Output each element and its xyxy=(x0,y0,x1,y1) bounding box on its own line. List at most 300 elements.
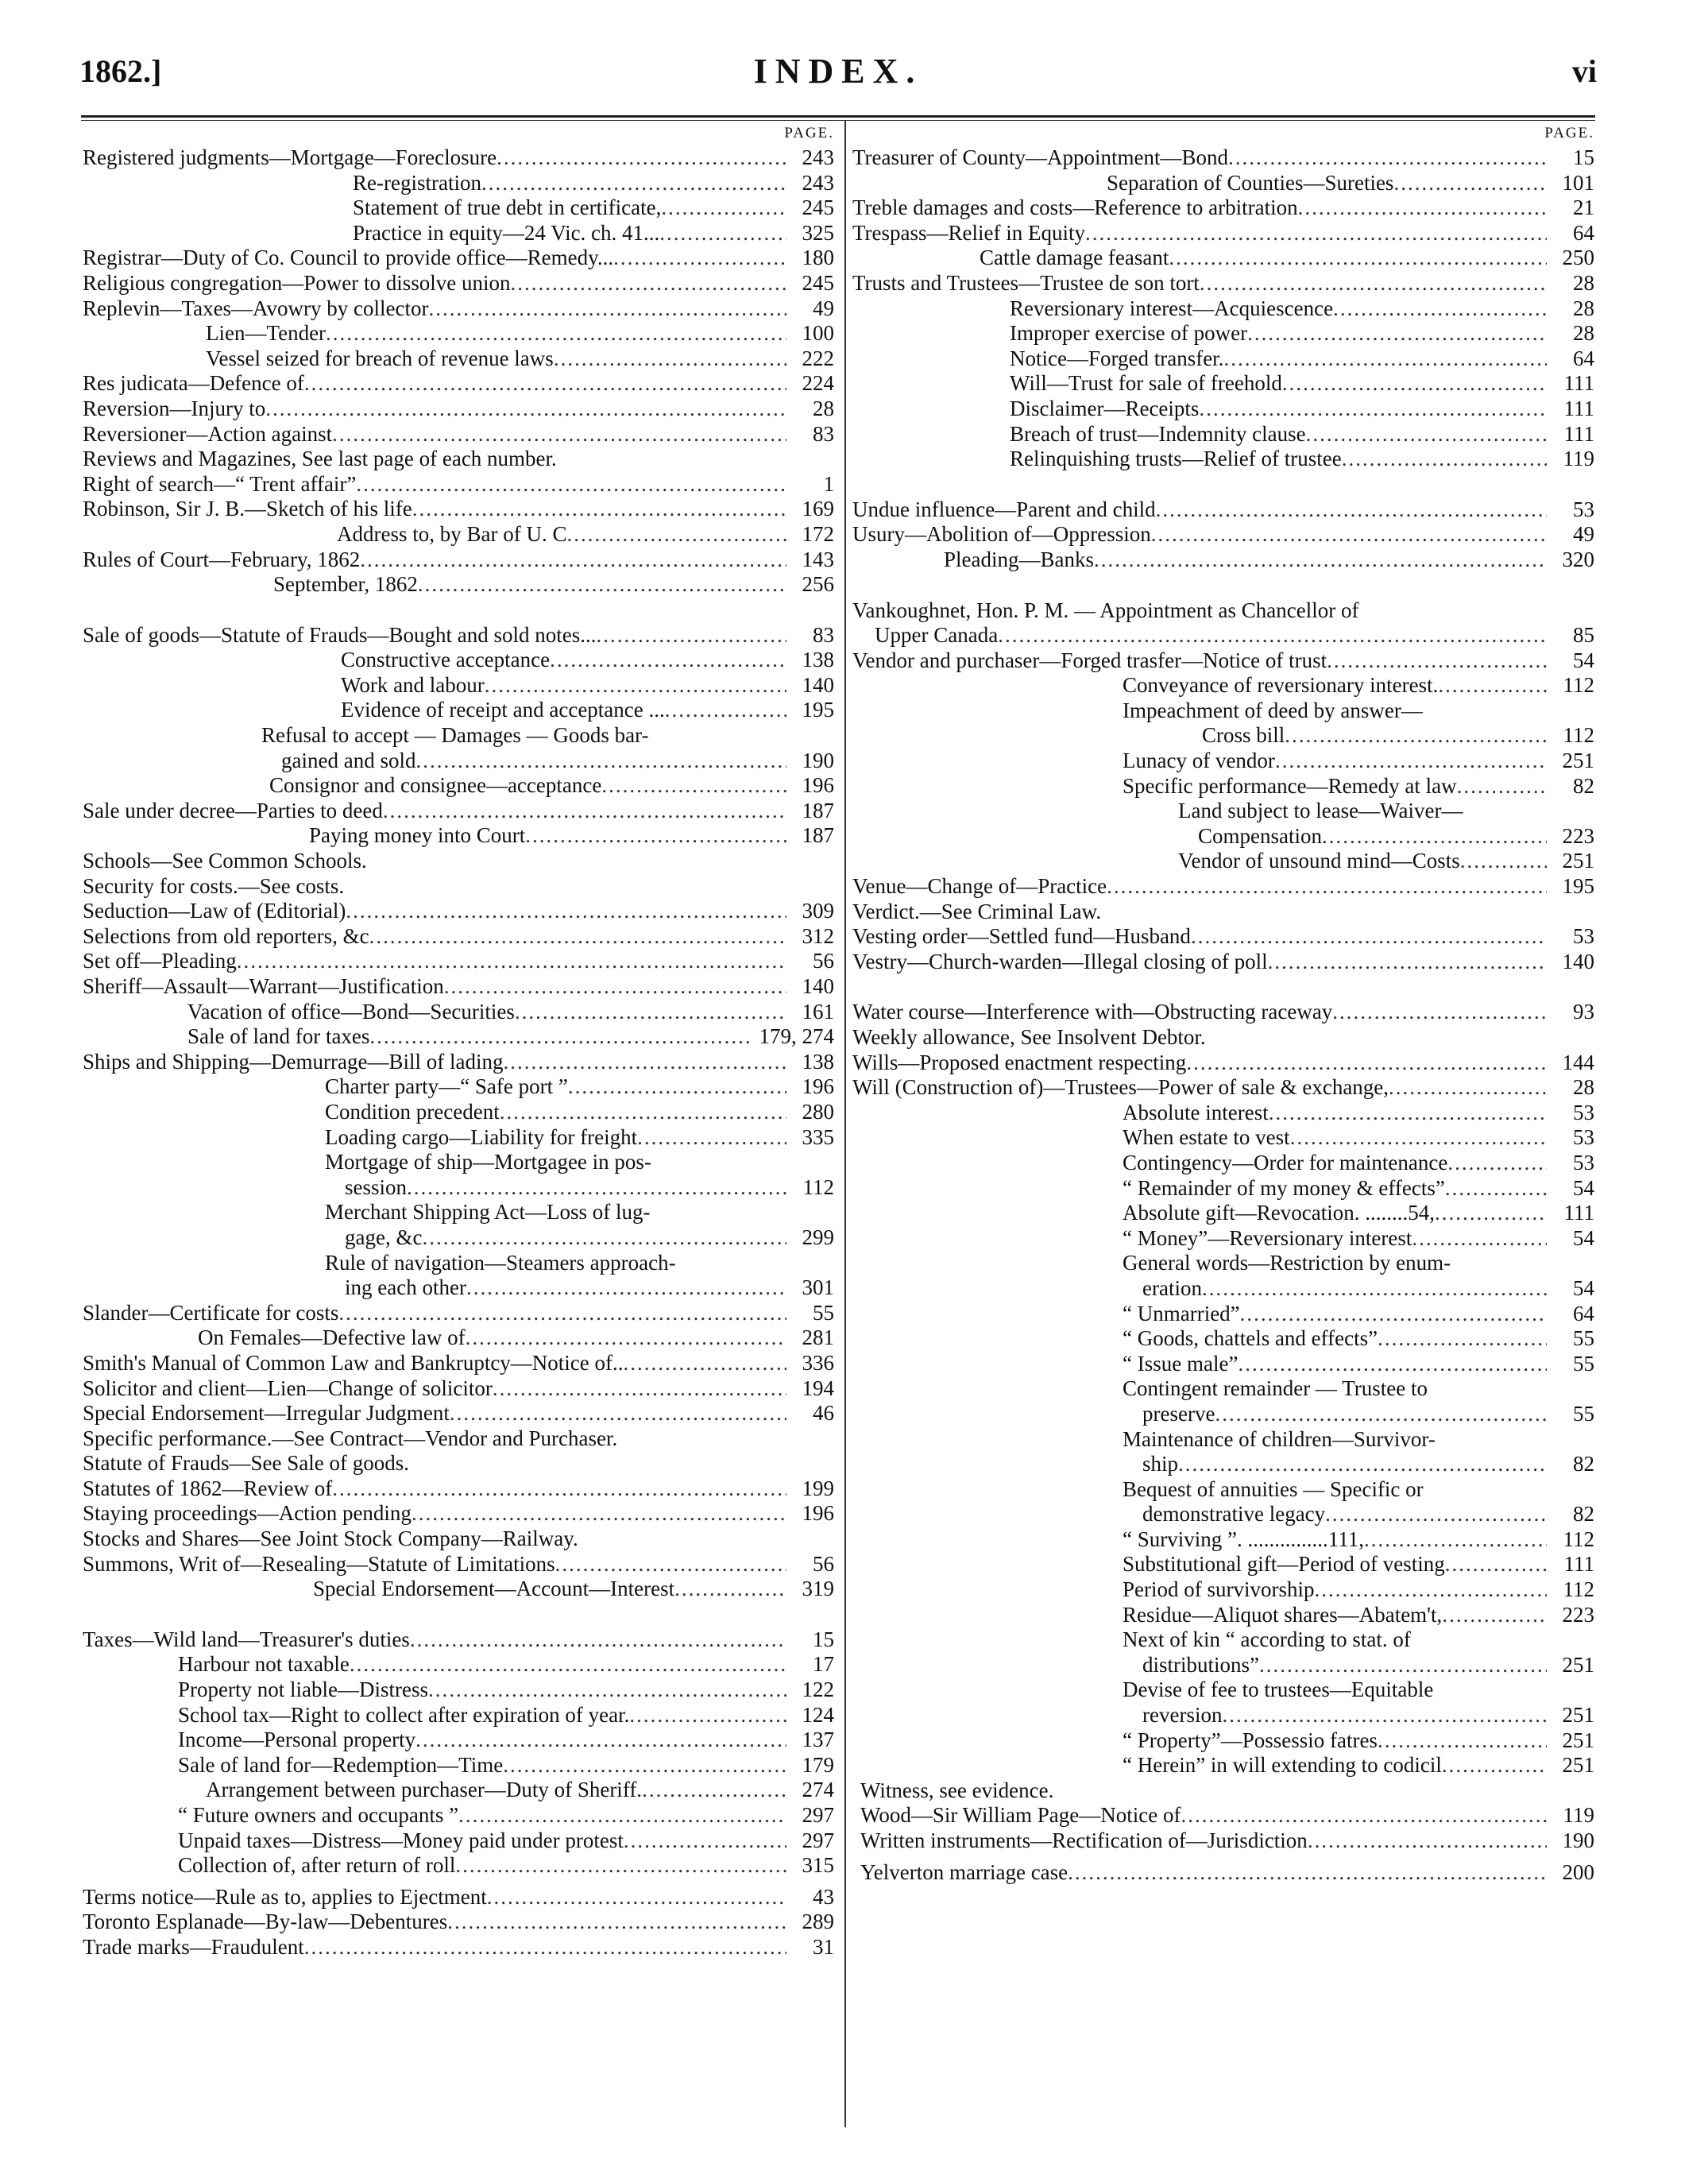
index-entry xyxy=(852,1753,1594,1778)
entry-page-number: 17 xyxy=(813,1652,834,1677)
index-entry xyxy=(852,1828,1594,1854)
entry-page-number: 28 xyxy=(1573,296,1594,320)
dot-leader xyxy=(1460,849,1547,874)
entry-page-number: 138 xyxy=(802,648,834,672)
dot-leader xyxy=(1457,774,1547,799)
entry-text: Absolute gift—Revocation. ........54, xyxy=(1123,1201,1435,1225)
header-rule-thin xyxy=(81,120,1595,121)
dot-leader xyxy=(665,698,786,723)
index-entry xyxy=(83,548,834,573)
dot-leader xyxy=(596,623,786,648)
entry-text: Vestry—Church-warden—Illegal closing of poll xyxy=(852,949,1268,973)
index-entry xyxy=(852,1677,1594,1703)
entry-text: Reviews and Magazines, See last page of each number. xyxy=(83,447,557,471)
index-column-left xyxy=(83,122,834,1960)
entry-text: Re-registration xyxy=(353,170,481,195)
entry-page-number: 144 xyxy=(1562,1050,1594,1074)
index-entry xyxy=(83,1301,834,1326)
dot-leader xyxy=(1298,195,1547,221)
dot-leader xyxy=(466,1325,786,1351)
dot-leader xyxy=(356,472,786,497)
entry-page-number: 140 xyxy=(802,672,834,697)
entry-page-number: 143 xyxy=(802,547,834,571)
dot-leader xyxy=(1169,246,1547,271)
dot-leader xyxy=(450,1401,786,1426)
dot-leader xyxy=(346,899,786,924)
page-column-label: PAGE. xyxy=(784,125,834,141)
entry-page-number: 179 xyxy=(802,1752,834,1777)
entry-page-number: 274 xyxy=(802,1778,834,1802)
index-entry xyxy=(83,673,834,698)
index-entry xyxy=(83,397,834,422)
index-entry xyxy=(83,924,834,950)
dot-leader xyxy=(1191,924,1547,950)
index-entry xyxy=(852,799,1594,824)
index-entry xyxy=(83,1401,834,1426)
dot-leader xyxy=(429,296,787,322)
index-entry xyxy=(83,1527,834,1552)
dot-leader xyxy=(1107,874,1547,900)
entry-text: Improper exercise of power xyxy=(1010,321,1248,346)
index-entry xyxy=(852,900,1594,925)
entry-text: Registered judgments—Mortgage—Foreclosure xyxy=(83,145,497,169)
entry-text: Disclaimer—Receipts xyxy=(1010,396,1200,420)
dot-leader xyxy=(1332,1000,1547,1025)
entry-text: Vankoughnet, Hon. P. M. — Appointment as Chancellor of xyxy=(852,598,1359,622)
dot-leader xyxy=(1378,1728,1547,1754)
entry-text: Relinquishing trusts—Relief of trustee xyxy=(1010,447,1342,471)
entry-text: Replevin—Taxes—Avowry by collector xyxy=(83,296,429,320)
index-entry xyxy=(83,1275,834,1301)
entry-text: Evidence of receipt and acceptance ... xyxy=(341,698,665,722)
entry-page-number: 245 xyxy=(802,195,834,220)
entry-text: Period of survivorship xyxy=(1123,1577,1315,1602)
entry-page-number: 112 xyxy=(1563,723,1594,748)
entry-page-number: 281 xyxy=(802,1325,834,1350)
dot-leader xyxy=(1178,1452,1547,1477)
entry-page-number: 112 xyxy=(1563,673,1594,698)
dot-leader xyxy=(326,321,786,346)
entry-page-number: 53 xyxy=(1573,924,1594,949)
entry-page-number: 64 xyxy=(1573,220,1594,245)
entry-page-number: 54 xyxy=(1573,648,1594,672)
index-entry xyxy=(852,195,1594,221)
entry-page-number: 112 xyxy=(1563,1527,1594,1551)
dot-leader xyxy=(415,749,786,774)
dot-leader xyxy=(1151,522,1547,548)
entry-page-number: 56 xyxy=(813,949,834,973)
column-divider xyxy=(844,121,846,2127)
dot-leader xyxy=(1275,749,1547,774)
dot-leader xyxy=(1268,950,1547,975)
entry-page-number: 82 xyxy=(1573,1502,1594,1527)
entry-page-number: 195 xyxy=(802,698,834,722)
index-entry xyxy=(852,1728,1594,1754)
dot-leader xyxy=(1094,548,1547,573)
entry-page-number: 312 xyxy=(802,923,834,948)
dot-leader xyxy=(1215,1402,1547,1427)
index-entry xyxy=(83,346,834,372)
index-entry xyxy=(83,1728,834,1753)
entry-text: Terms notice—Rule as to, applies to Ejectment xyxy=(83,1884,487,1909)
index-entry xyxy=(852,1427,1594,1453)
entry-page-number: 179, 274 xyxy=(759,1024,834,1049)
dot-leader xyxy=(1445,1552,1547,1577)
entry-text: Conveyance of reversionary interest. xyxy=(1123,673,1439,698)
dot-leader xyxy=(418,572,786,598)
index-entry xyxy=(83,195,834,221)
entry-page-number: 195 xyxy=(1562,874,1594,899)
index-entry xyxy=(852,1101,1594,1126)
index-entry xyxy=(83,823,834,849)
entry-text: Constructive acceptance xyxy=(341,648,551,672)
index-entry xyxy=(852,346,1594,372)
index-entry xyxy=(83,1050,834,1075)
entry-page-number: 138 xyxy=(802,1049,834,1074)
index-entry xyxy=(852,1577,1594,1603)
dot-leader xyxy=(237,949,786,974)
index-entry xyxy=(852,1276,1594,1302)
dot-leader xyxy=(503,1753,786,1778)
index-entry xyxy=(852,321,1594,346)
index-entry xyxy=(852,673,1594,698)
entry-text: Treble damages and costs—Reference to arbitration xyxy=(852,195,1298,220)
dot-leader xyxy=(304,1935,786,1960)
entry-page-number: 180 xyxy=(802,246,834,270)
dot-leader xyxy=(1378,1326,1547,1352)
entry-page-number: 28 xyxy=(1573,1075,1594,1100)
dot-leader xyxy=(554,346,786,372)
entry-page-number: 187 xyxy=(802,798,834,822)
index-entry xyxy=(83,1552,834,1577)
entry-text: Trespass—Relief in Equity xyxy=(852,220,1085,245)
index-entry xyxy=(852,1477,1594,1503)
entry-text: Cattle damage feasant xyxy=(980,246,1169,270)
index-entry xyxy=(83,1426,834,1452)
index-entry xyxy=(852,598,1594,624)
entry-text: Harbour not taxable xyxy=(178,1652,350,1677)
index-entry xyxy=(852,1803,1594,1828)
index-entry xyxy=(83,1577,834,1602)
entry-page-number: 256 xyxy=(802,572,834,597)
index-entry xyxy=(852,271,1594,296)
entry-page-number: 85 xyxy=(1573,623,1594,648)
index-entry xyxy=(83,171,834,196)
index-entry xyxy=(83,1451,834,1476)
index-entry xyxy=(83,1251,834,1276)
index-column-right xyxy=(852,122,1594,1885)
dot-leader xyxy=(1068,1860,1547,1886)
entry-page-number: 64 xyxy=(1573,1301,1594,1325)
entry-text: “ Unmarried” xyxy=(1123,1301,1240,1325)
dot-leader xyxy=(1327,648,1547,674)
index-entry xyxy=(852,1125,1594,1151)
entry-text: Contingent remainder — Trustee to xyxy=(1123,1376,1428,1401)
dot-leader xyxy=(1285,723,1547,749)
dot-leader xyxy=(455,1853,786,1879)
header-rule xyxy=(81,115,1595,118)
index-entry xyxy=(852,1402,1594,1427)
entry-text: Cross bill xyxy=(1202,723,1285,748)
entry-page-number: 21 xyxy=(1573,195,1594,220)
entry-text: Next of kin “ according to stat. of xyxy=(1123,1627,1411,1652)
entry-page-number: 55 xyxy=(1573,1351,1594,1376)
dot-leader xyxy=(415,1728,786,1753)
entry-text: Contingency—Order for maintenance xyxy=(1123,1150,1448,1174)
dot-leader xyxy=(624,1828,786,1854)
index-entry xyxy=(852,522,1594,548)
entry-text: Vendor and purchaser—Forged trasfer—Notice of trust xyxy=(852,648,1327,672)
dot-leader xyxy=(1223,346,1547,372)
entry-text: Charter party—“ Safe port ” xyxy=(325,1074,568,1099)
entry-text: Solicitor and client—Lien—Change of solicitor xyxy=(83,1376,493,1400)
entry-page-number: 54 xyxy=(1573,1175,1594,1200)
dot-leader xyxy=(503,1050,786,1075)
entry-text: Toronto Esplanade—By-law—Debentures xyxy=(83,1910,448,1934)
dot-leader xyxy=(369,1024,753,1050)
entry-text: Will (Construction of)—Trustees—Power of sale & exchange, xyxy=(852,1075,1389,1100)
entry-text: Right of search—“ Trent affair” xyxy=(83,471,357,496)
entry-text: ship xyxy=(1142,1452,1179,1476)
entry-text: When estate to vest xyxy=(1123,1125,1290,1150)
index-entry xyxy=(83,1778,834,1803)
entry-text: Paying money into Court xyxy=(309,823,526,848)
entry-text: Condition precedent xyxy=(325,1099,500,1124)
entry-text: Specific performance.—See Contract—Vendor and Purchaser. xyxy=(83,1426,618,1450)
index-entry xyxy=(852,1502,1594,1527)
dot-leader xyxy=(447,1910,786,1935)
entry-page-number: 251 xyxy=(1562,749,1594,773)
entry-text: Schools—See Common Schools. xyxy=(83,849,367,873)
dot-leader xyxy=(1222,1703,1547,1728)
entry-text: gained and sold xyxy=(281,748,416,772)
entry-text: Rule of navigation—Steamers approach- xyxy=(325,1250,676,1275)
dot-leader xyxy=(1085,221,1547,246)
index-entry xyxy=(852,497,1594,523)
index-entry xyxy=(852,371,1594,397)
entry-page-number: 245 xyxy=(802,270,834,295)
index-entry xyxy=(852,1226,1594,1252)
entry-page-number: 46 xyxy=(813,1401,834,1426)
dot-leader xyxy=(1290,1125,1547,1151)
index-entry xyxy=(83,1125,834,1151)
index-entry xyxy=(83,1935,834,1960)
index-entry xyxy=(852,1552,1594,1577)
entry-text: Specific performance—Remedy at law xyxy=(1123,773,1457,798)
index-entry xyxy=(852,1176,1594,1202)
entry-page-number: 28 xyxy=(1573,321,1594,346)
index-entry xyxy=(852,246,1594,271)
index-entry xyxy=(83,1652,834,1677)
dot-leader xyxy=(1156,497,1547,523)
index-entry xyxy=(852,774,1594,799)
index-entry xyxy=(852,1627,1594,1653)
dot-leader xyxy=(407,1175,786,1201)
dot-leader xyxy=(1202,1276,1547,1302)
entry-text: Lunacy of vendor xyxy=(1123,749,1275,773)
entry-text: Written instruments—Rectification of—Jurisdiction xyxy=(860,1828,1308,1852)
dot-leader xyxy=(1238,1352,1547,1377)
entry-text: Arrangement between purchaser—Duty of Sheriff. xyxy=(206,1778,643,1802)
entry-page-number: 315 xyxy=(802,1853,834,1878)
index-entry xyxy=(852,397,1594,422)
entry-text: General words—Restriction by enum- xyxy=(1123,1251,1451,1275)
dot-leader xyxy=(332,1476,786,1502)
entry-text: Impeachment of deed by answer— xyxy=(1123,698,1423,722)
dot-leader xyxy=(568,1074,786,1100)
entry-text: Special Endorsement—Irregular Judgment xyxy=(83,1401,450,1426)
index-entry xyxy=(83,648,834,673)
dot-leader xyxy=(466,1275,786,1301)
entry-text: Sheriff—Assault—Warrant—Justification xyxy=(83,974,444,998)
entry-text: preserve xyxy=(1142,1401,1215,1426)
index-entry xyxy=(83,749,834,774)
dot-leader xyxy=(481,171,786,196)
index-entry xyxy=(83,1175,834,1201)
entry-page-number: 53 xyxy=(1573,1150,1594,1174)
entry-page-number: 112 xyxy=(802,1174,834,1199)
dot-leader xyxy=(998,623,1547,648)
index-entry xyxy=(83,874,834,900)
index-entry xyxy=(852,648,1594,674)
dot-leader xyxy=(550,648,786,673)
entry-text: Statement of true debt in certificate, xyxy=(353,195,662,220)
header-page-number: vi xyxy=(1571,53,1597,89)
dot-leader xyxy=(338,1301,786,1326)
entry-page-number: 55 xyxy=(1573,1326,1594,1351)
entry-page-number: 49 xyxy=(813,296,834,320)
index-entry xyxy=(83,371,834,397)
index-entry xyxy=(83,1910,834,1935)
index-entry xyxy=(852,1000,1594,1025)
index-entry xyxy=(852,698,1594,724)
entry-page-number: 224 xyxy=(802,371,834,396)
entry-text: Stocks and Shares—See Joint Stock Company—Railway. xyxy=(83,1527,578,1551)
entry-page-number: 243 xyxy=(802,170,834,195)
index-entry xyxy=(852,1653,1594,1678)
index-entry xyxy=(83,1853,834,1879)
dot-leader xyxy=(1247,321,1547,346)
entry-page-number: 111 xyxy=(1563,1201,1594,1225)
entry-text: Will—Trust for sale of freehold xyxy=(1010,371,1282,396)
entry-text: September, 1862 xyxy=(273,572,418,597)
dot-leader xyxy=(412,1501,786,1527)
entry-text: Separation of Counties—Sureties xyxy=(1107,170,1394,195)
entry-page-number: 297 xyxy=(802,1828,834,1852)
dot-leader xyxy=(1181,1803,1547,1828)
entry-page-number: 196 xyxy=(802,1074,834,1099)
index-entry xyxy=(83,974,834,1000)
entry-text: On Females—Defective law of xyxy=(198,1325,466,1350)
entry-text: Collection of, after return of roll xyxy=(178,1853,456,1878)
entry-text: session xyxy=(345,1174,408,1199)
entry-text: Selections from old reporters, &c xyxy=(83,923,369,948)
dot-leader xyxy=(304,371,786,397)
dot-leader xyxy=(1228,145,1547,171)
entry-page-number: 49 xyxy=(1573,522,1594,547)
index-entry xyxy=(852,548,1594,573)
dot-leader xyxy=(500,1100,786,1125)
index-entry xyxy=(852,447,1594,472)
entry-page-number: 250 xyxy=(1562,246,1594,270)
entry-page-number: 319 xyxy=(802,1577,834,1601)
dot-leader xyxy=(659,221,786,246)
entry-page-number: 289 xyxy=(802,1910,834,1934)
index-entry xyxy=(83,572,834,598)
dot-leader xyxy=(412,497,786,522)
entry-text: Taxes—Wild land—Treasurer's duties xyxy=(83,1627,410,1651)
index-entry xyxy=(83,271,834,296)
entry-page-number: 190 xyxy=(1562,1828,1594,1852)
entry-page-number: 251 xyxy=(1562,849,1594,873)
dot-leader xyxy=(1259,1653,1547,1678)
index-entry xyxy=(83,1703,834,1728)
entry-page-number: 137 xyxy=(802,1728,834,1752)
entry-page-number: 280 xyxy=(802,1099,834,1124)
index-entry xyxy=(852,1201,1594,1226)
index-entry xyxy=(852,1860,1594,1886)
page-column-label: PAGE. xyxy=(1544,125,1594,141)
entry-text: Work and labour xyxy=(341,672,485,697)
dot-leader xyxy=(332,422,786,447)
entry-page-number: 55 xyxy=(813,1300,834,1325)
entry-page-number: 194 xyxy=(802,1376,834,1400)
dot-leader xyxy=(360,548,786,573)
index-entry xyxy=(83,723,834,749)
entry-page-number: 28 xyxy=(813,396,834,420)
entry-page-number: 297 xyxy=(802,1803,834,1827)
entry-text: distributions” xyxy=(1142,1652,1259,1677)
index-entry xyxy=(83,1100,834,1125)
entry-text: Security for costs.—See costs. xyxy=(83,873,345,898)
entry-list xyxy=(852,145,1594,1885)
dot-leader xyxy=(265,397,786,422)
entry-text: Ships and Shipping—Demurrage—Bill of lading xyxy=(83,1049,504,1074)
entry-text: “ Future owners and occupants ” xyxy=(178,1803,459,1827)
index-entry xyxy=(852,623,1594,648)
index-entry xyxy=(83,422,834,447)
index-entry xyxy=(83,1501,834,1527)
dot-leader xyxy=(1442,1603,1547,1628)
index-entry xyxy=(852,221,1594,246)
index-entry xyxy=(83,1074,834,1100)
index-entry xyxy=(852,1025,1594,1051)
dot-leader xyxy=(525,823,786,849)
entry-page-number: 169 xyxy=(802,497,834,521)
dot-leader xyxy=(1269,1101,1547,1126)
entry-text: Seduction—Law of (Editorial) xyxy=(83,899,346,923)
entry-page-number: 15 xyxy=(813,1627,834,1651)
dot-leader xyxy=(497,145,786,171)
entry-text: Unpaid taxes—Distress—Money paid under protest xyxy=(178,1828,624,1852)
entry-page-number: 111 xyxy=(1563,396,1594,420)
entry-text: Reversion—Injury to xyxy=(83,396,266,420)
index-entry xyxy=(852,1452,1594,1477)
index-entry xyxy=(83,1476,834,1502)
entry-page-number: 54 xyxy=(1573,1225,1594,1250)
entry-text: Income—Personal property xyxy=(178,1728,416,1752)
entry-page-number: 222 xyxy=(802,346,834,370)
dot-leader xyxy=(1445,1176,1547,1202)
entry-text: Water course—Interference with—Obstructing raceway xyxy=(852,1000,1333,1024)
dot-leader xyxy=(1322,824,1547,849)
index-entry xyxy=(83,773,834,799)
entry-page-number: 93 xyxy=(1573,1000,1594,1024)
dot-leader xyxy=(350,1652,786,1677)
entry-page-number: 101 xyxy=(1562,170,1594,195)
entry-page-number: 55 xyxy=(1573,1401,1594,1426)
entry-page-number: 111 xyxy=(1563,1552,1594,1577)
